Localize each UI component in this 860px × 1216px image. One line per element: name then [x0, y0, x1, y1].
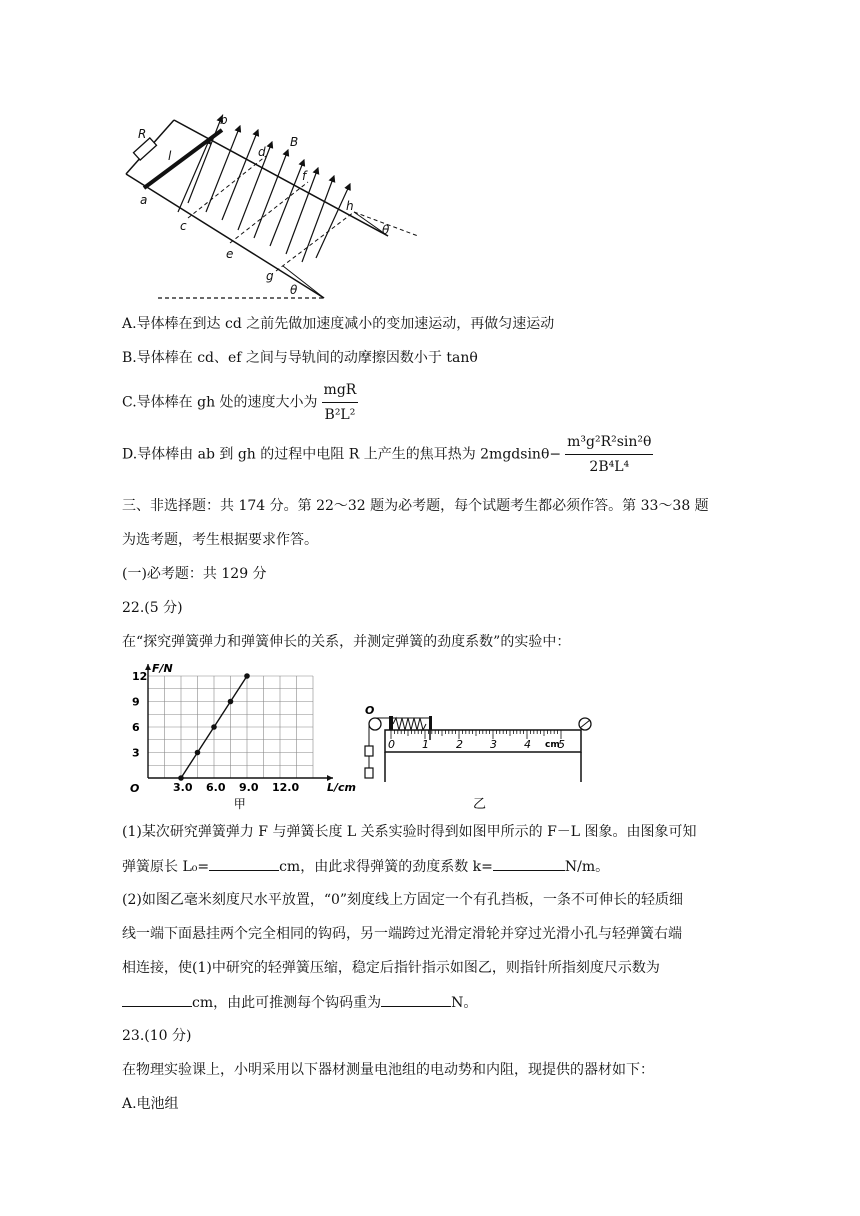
q22-part2-line3: 相连接，使(1)中研究的轻弹簧压缩，稳定后指针指示如图乙，则指针所指刻度尺示数为 [122, 960, 660, 976]
data-point [195, 750, 201, 756]
q23-title: 23.(10 分) [122, 1028, 192, 1044]
q22-part2-text-b: N。 [451, 995, 478, 1011]
field-arrows [178, 116, 350, 262]
blank-weight[interactable] [381, 992, 451, 1007]
blank-ruler-reading[interactable] [122, 992, 192, 1007]
f-l-chart [118, 662, 357, 814]
data-point [244, 673, 250, 679]
q23-item-a: A.电池组 [122, 1096, 179, 1112]
label-theta-lower: θ [290, 283, 298, 297]
y-tick-label: 9 [132, 695, 140, 709]
q23-intro: 在物理实验课上，小明采用以下器材测量电池组的电动势和内阻，现提供的器材如下： [122, 1062, 654, 1078]
label-b: b [220, 113, 228, 127]
label-c: c [180, 219, 187, 233]
caption-jia: 甲 [233, 797, 246, 811]
option-d-denominator: 2B⁴L⁴ [589, 459, 630, 475]
option-c [122, 380, 358, 425]
q22-intro: 在“探究弹簧弹力和弹簧伸长的关系，并测定弹簧的劲度系数”的实验中： [122, 634, 571, 650]
q22-part1-line2 [122, 856, 609, 877]
data-point [211, 724, 217, 730]
ruler-label: 4 [524, 738, 531, 751]
y-axis-label: F/N [152, 662, 173, 675]
option-a: A.导体棒在到达 cd 之前先做加速度减小的变加速运动，再做匀速运动 [122, 316, 555, 332]
section3-line2: 为选考题，考生根据要求作答。 [122, 532, 318, 548]
option-c-numerator: mgR [322, 380, 359, 403]
y-tick-label: 12 [132, 670, 148, 683]
label-f: f [302, 169, 307, 183]
ruler-label: 0 [388, 738, 395, 751]
option-d-text: D.导体棒由 ab 到 gh 的过程中电阻 R 上产生的焦耳热为 2mgdsinθ− [122, 446, 562, 463]
ruler-apparatus-figure [355, 700, 605, 812]
ruler-label: 1 [422, 738, 429, 751]
label-R: R [138, 127, 147, 141]
data-point [178, 775, 184, 781]
x-tick-label: 9.0 [239, 781, 259, 794]
option-d-numerator: m³g²R²sin²θ [565, 432, 653, 455]
label-g: g [266, 269, 274, 283]
spring [393, 718, 426, 730]
hook-weight-lower [365, 768, 373, 778]
label-a: a [140, 193, 148, 207]
label-theta-upper: θ [382, 223, 390, 237]
label-B: B [290, 135, 299, 149]
q22-title: 22.(5 分) [122, 600, 183, 616]
option-c-text: C.导体棒在 gh 处的速度大小为 [122, 394, 318, 411]
option-c-fraction [322, 380, 359, 425]
q22-part1-text-c: N/m。 [564, 859, 610, 875]
y-tick-label: 6 [132, 721, 140, 734]
option-b: B.导体棒在 cd、ef 之间与导轨间的动摩擦因数小于 tanθ [122, 350, 478, 366]
ruler-unit: cm [545, 740, 560, 750]
section3-line1: 三、非选择题：共 174 分。第 22～32 题为必考题，每个试题考生都必须作答。第 33～38 题 [122, 498, 709, 514]
lower-rail [126, 174, 324, 298]
blank-L0[interactable] [209, 856, 279, 871]
q22-part2-line1: (2)如图乙毫米刻度尺水平放置，“0”刻度线上方固定一个有孔挡板，一条不可伸长的轻质细 [122, 892, 684, 908]
q22-part2-text-a: cm，由此可推测每个钩码重为 [192, 995, 382, 1011]
q22-part1-text-b: cm，由此求得弹簧的劲度系数 k= [279, 859, 493, 875]
q22-part2-line4 [122, 992, 477, 1013]
caption-yi: 乙 [473, 797, 487, 812]
section3-sub: (一)必考题：共 129 分 [122, 566, 267, 582]
data-point [228, 699, 234, 705]
blank-k[interactable] [493, 856, 565, 871]
label-d: d [258, 145, 266, 159]
ruler-label: 2 [456, 738, 463, 751]
incline-rail-figure [118, 108, 418, 304]
ruler-label: 3 [490, 738, 497, 751]
x-axis-label: L/cm [327, 781, 357, 794]
label-h: h [346, 199, 354, 213]
hook-weight-upper [365, 746, 373, 756]
x-tick-label: 6.0 [206, 781, 226, 794]
origin-label: O [130, 782, 140, 795]
pulley [369, 718, 381, 730]
option-d-fraction [565, 432, 653, 477]
y-tick-label: 3 [132, 746, 140, 760]
ruler-label: 5 [558, 738, 565, 751]
q22-part2-line2: 线一端下面悬挂两个完全相同的钩码，另一端跨过光滑定滑轮并穿过光滑小孔与轻弹簧右端 [122, 926, 682, 942]
label-O: O [365, 704, 375, 717]
q22-part1-line1: (1)某次研究弹簧弹力 F 与弹簧长度 L 关系实验时得到如图甲所示的 F－L 图象。由图象可知 [122, 824, 697, 840]
option-c-denominator: B²L² [324, 407, 356, 423]
label-l: l [168, 149, 172, 163]
resistor [133, 138, 156, 160]
option-d [122, 432, 653, 477]
label-e: e [226, 247, 234, 261]
x-tick-label: 3.0 [173, 781, 193, 794]
x-tick-label: 12.0 [272, 781, 300, 794]
q22-part1-text-a: 弹簧原长 L₀= [122, 859, 210, 875]
